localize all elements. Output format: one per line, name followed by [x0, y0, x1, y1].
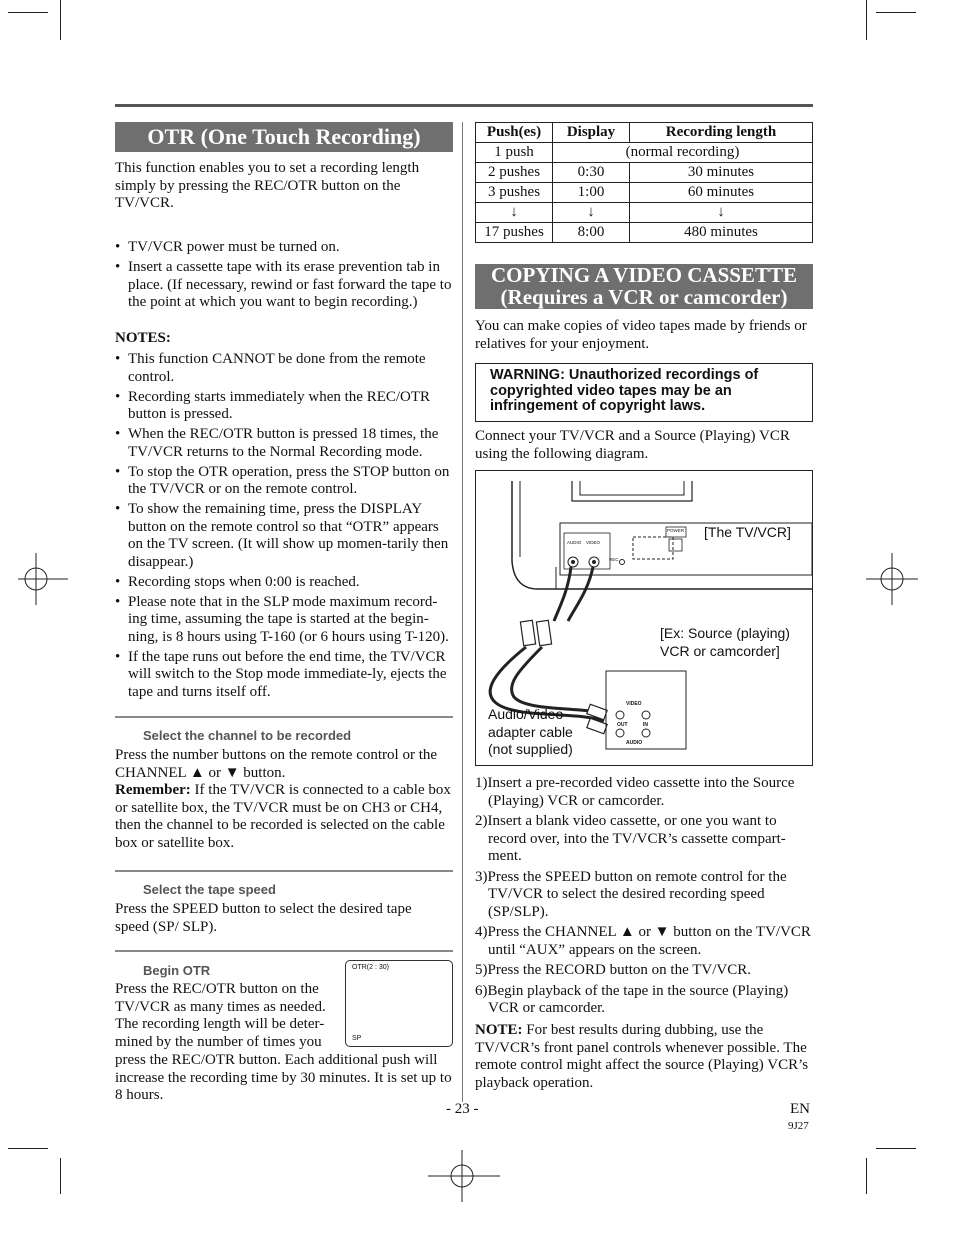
notes-label: NOTES:	[115, 330, 171, 346]
power-label: POWER	[667, 528, 685, 533]
table-cell: (normal recording)	[553, 143, 813, 163]
list-item: • To stop the OTR operation, press the STOP button on the TV/VCR or on the remote control.	[115, 464, 453, 499]
table-cell: 8:00	[553, 223, 630, 243]
step1-text	[115, 747, 455, 852]
table-cell: 2 pushes	[476, 163, 553, 183]
step2-text: Press the SPEED button to select the desired tape speed (SP/ SLP).	[115, 901, 412, 935]
remember-text: If the TV/VCR is connected to a cable box or satellite box, the TV/VCR must be on CH3 or CH4, then the channel to be recorded is selected on the cable box or satellite box.	[115, 782, 451, 851]
jack-video-label: VIDEO	[586, 540, 601, 545]
arrow-down-icon: ↓	[476, 203, 553, 223]
note-text: For best results during dubbing, use the TV/VCR’s front panel controls whenever possible. The remote control might affect the source (Playing) VCR’s playback operation.	[475, 1022, 809, 1091]
copy-title	[475, 264, 813, 309]
step-rule	[115, 716, 453, 718]
copy-title-line2: (Requires a VCR or camcorder)	[500, 284, 788, 309]
language-code: EN	[790, 1101, 810, 1117]
step1-instruction: Press the number buttons on the remote control or the CHANNEL ▲ or ▼ button.	[115, 747, 438, 781]
step2-heading: Select the tape speed	[143, 882, 276, 897]
prereq-list	[115, 239, 453, 314]
list-item: • To show the remaining time, press the DISPLAY button on the remote control so that “OTR” appears on the TV screen. (It will show up momen-tarily then disappear.)	[115, 501, 453, 571]
table-header-row	[476, 123, 813, 143]
crop-mark	[866, 0, 867, 40]
top-rule	[115, 104, 813, 107]
arrow-down-icon: ↓	[630, 203, 813, 223]
jack-audio-label: AUDIO	[567, 540, 582, 545]
table-row	[476, 163, 813, 183]
table-header: Display	[553, 123, 630, 143]
step3-text-short: Press the REC/OTR button on the TV/VCR as many times as needed. The recording length will be deter-mined by the number of times you	[115, 981, 326, 1050]
notes-list	[115, 351, 453, 704]
list-item: • Insert a cassette tape with its erase prevention tab in place. (If necessary, rewind or fast forward the tape to the point at which you want to begin recording.)	[115, 259, 453, 312]
src-in-label: IN	[643, 722, 648, 728]
copy-intro: You can make copies of video tapes made by friends or relatives for your enjoyment.	[475, 318, 807, 352]
connection-diagram	[475, 470, 813, 766]
otr-title: OTR (One Touch Recording)	[115, 122, 453, 152]
table-cell: 30 minutes	[630, 163, 813, 183]
cable-label: Audio/Video adapter cable (not supplied)	[488, 706, 573, 757]
list-item: • Recording stops when 0:00 is reached.	[115, 574, 453, 592]
src-video-label: VIDEO	[626, 701, 642, 707]
model-code: 9J27	[788, 1120, 809, 1132]
warning-box: WARNING: Unauthorized recordings of copyrighted video tapes may be an infringement of copyright laws.	[475, 363, 813, 422]
source-label: [Ex: Source (playing) VCR or camcorder]	[660, 625, 790, 659]
step3-heading: Begin OTR	[143, 963, 211, 978]
src-out-label: OUT	[617, 722, 628, 728]
rec-label: REC	[609, 557, 619, 562]
crop-mark	[866, 1158, 867, 1194]
registration-mark-right	[866, 553, 918, 605]
screen-speed: SP	[352, 1035, 362, 1042]
list-item: 5)Press the RECORD button on the TV/VCR.	[475, 962, 751, 978]
copy-steps	[475, 775, 813, 1021]
list-item: 1)Insert a pre-recorded video cassette into the Source (Playing) VCR or camcorder.	[475, 775, 795, 809]
crop-mark	[60, 0, 61, 40]
src-audio-label: AUDIO	[626, 740, 643, 746]
table-row	[476, 223, 813, 243]
table-cell: 1:00	[553, 183, 630, 203]
copy-note	[475, 1022, 813, 1092]
table-cell: 17 pushes	[476, 223, 553, 243]
list-item: • Please note that in the SLP mode maximum record-ing time, assuming the tape is started at the begin-ning, is 8 hours using T-160 (or 6 hours using T-120).	[115, 594, 453, 647]
table-row	[476, 183, 813, 203]
otr-table	[475, 122, 813, 243]
list-item: • If the tape runs out before the end time, the TV/VCR will switch to the Stop mode immediate-ly, ejects the tape and turns itself off.	[115, 649, 453, 702]
list-item: 6)Begin playback of the tape in the source (Playing) VCR or camcorder.	[475, 982, 789, 1016]
page-number: - 23 -	[446, 1101, 479, 1117]
crop-mark	[8, 12, 48, 13]
remember-label: Remember:	[115, 782, 191, 798]
registration-mark-left	[18, 553, 70, 605]
table-cell: 480 minutes	[630, 223, 813, 243]
screen-otr-time: OTR(2 : 30)	[352, 964, 389, 971]
otr-intro: This function enables you to set a recording length simply by pressing the REC/OTR button on the TV/VCR.	[115, 160, 420, 211]
list-item: • This function CANNOT be done from the remote control.	[115, 351, 453, 386]
list-item: • Recording starts immediately when the REC/OTR button is pressed.	[115, 389, 453, 424]
table-cell: 0:30	[553, 163, 630, 183]
connect-text: Connect your TV/VCR and a Source (Playing) VCR using the following diagram.	[475, 428, 790, 462]
tv-screen-display	[345, 960, 453, 1047]
arrow-down-icon: ↓	[553, 203, 630, 223]
step-rule	[115, 950, 453, 952]
list-item: • When the REC/OTR button is pressed 18 times, the TV/VCR returns to the Normal Recording mode.	[115, 426, 453, 461]
crop-mark	[876, 1148, 916, 1149]
tvvcr-label: [The TV/VCR]	[704, 524, 791, 540]
table-cell: 1 push	[476, 143, 553, 163]
registration-mark-bottom	[428, 1150, 500, 1202]
copy-title-line1: COPYING A VIDEO CASSETTE	[491, 263, 797, 287]
step3-text-full: press the REC/OTR button. Each additional push will increase the recording time by 30 minutes. It is set up to 8 hours.	[115, 1052, 452, 1103]
table-header: Push(es)	[476, 123, 553, 143]
crop-mark	[8, 1148, 48, 1149]
crop-mark	[876, 12, 916, 13]
table-header: Recording length	[630, 123, 813, 143]
note-label: NOTE:	[475, 1022, 523, 1038]
list-item: 3)Press the SPEED button on remote control for the TV/VCR to select the desired recording speed (SP/SLP).	[475, 868, 787, 920]
step-rule	[115, 870, 453, 872]
table-row	[476, 203, 813, 223]
list-item: 4)Press the CHANNEL ▲ or ▼ button on the TV/VCR until “AUX” appears on the screen.	[475, 924, 811, 958]
list-item: • TV/VCR power must be turned on.	[115, 239, 453, 257]
table-cell: 60 minutes	[630, 183, 813, 203]
column-divider	[462, 122, 463, 1102]
crop-mark	[60, 1158, 61, 1194]
list-item: 2)Insert a blank video cassette, or one you want to record over, into the TV/VCR’s cassette compart-ment.	[475, 813, 786, 864]
table-row	[476, 143, 813, 163]
table-cell: 3 pushes	[476, 183, 553, 203]
step1-heading: Select the channel to be recorded	[143, 728, 352, 743]
